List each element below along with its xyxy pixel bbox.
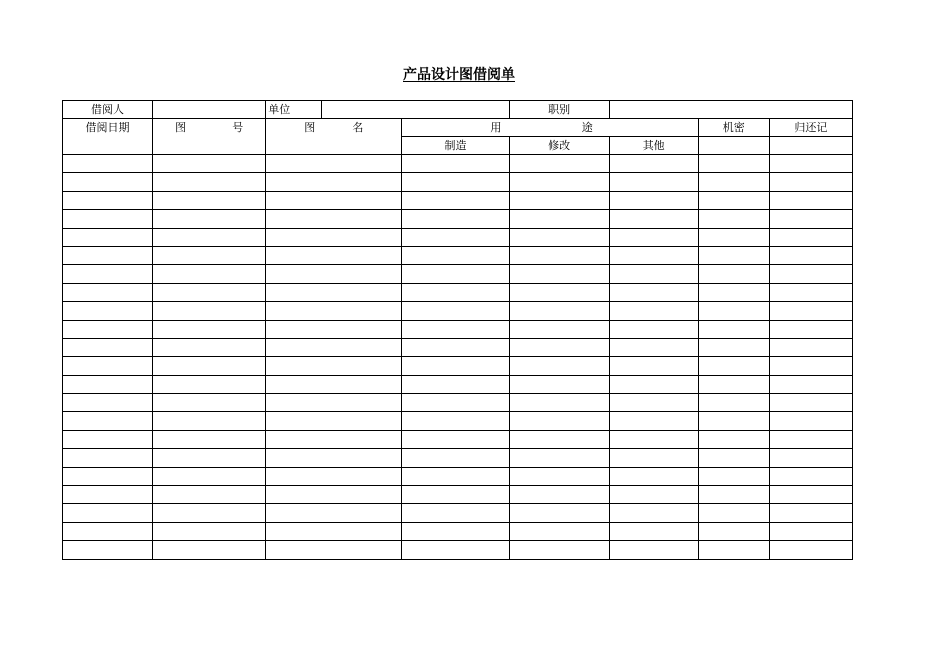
cell-date[interactable] — [63, 265, 153, 283]
cell-drawing-number[interactable] — [153, 375, 266, 393]
cell-modify[interactable] — [509, 210, 609, 228]
table-row — [63, 541, 853, 559]
cell-manufacture[interactable] — [402, 394, 509, 412]
cell-return[interactable] — [769, 541, 852, 559]
cell-drawing-name[interactable] — [266, 394, 402, 412]
cell-confidential[interactable] — [698, 265, 769, 283]
cell-drawing-name[interactable] — [266, 302, 402, 320]
cell-other[interactable] — [609, 357, 698, 375]
header-return-record: 归还记 — [769, 119, 852, 137]
cell-confidential[interactable] — [698, 210, 769, 228]
cell-manufacture[interactable] — [402, 210, 509, 228]
cell-modify[interactable] — [509, 265, 609, 283]
cell-return[interactable] — [769, 246, 852, 264]
cell-other[interactable] — [609, 449, 698, 467]
header-drawing-name — [266, 119, 402, 155]
cell-drawing-number[interactable] — [153, 486, 266, 504]
cell-modify[interactable] — [509, 357, 609, 375]
cell-return[interactable] — [769, 394, 852, 412]
cell-drawing-name[interactable] — [266, 467, 402, 485]
cell-manufacture[interactable] — [402, 541, 509, 559]
header-confidential-blank — [698, 137, 769, 155]
position-label: 职别 — [509, 101, 609, 119]
cell-date[interactable] — [63, 412, 153, 430]
position-field[interactable] — [609, 101, 852, 119]
cell-drawing-number[interactable] — [153, 283, 266, 301]
cell-return[interactable] — [769, 265, 852, 283]
cell-modify[interactable] — [509, 302, 609, 320]
cell-confidential[interactable] — [698, 191, 769, 209]
cell-confidential[interactable] — [698, 155, 769, 173]
cell-modify[interactable] — [509, 155, 609, 173]
cell-drawing-name[interactable] — [266, 320, 402, 338]
cell-confidential[interactable] — [698, 449, 769, 467]
data-rows — [63, 155, 853, 560]
cell-return[interactable] — [769, 228, 852, 246]
table-row — [63, 467, 853, 485]
cell-drawing-number[interactable] — [153, 302, 266, 320]
cell-drawing-number[interactable] — [153, 265, 266, 283]
cell-drawing-number[interactable] — [153, 210, 266, 228]
cell-manufacture[interactable] — [402, 486, 509, 504]
cell-modify[interactable] — [509, 394, 609, 412]
header-use-a: 用 — [490, 121, 502, 134]
header-drawing-name-b: 名 — [352, 121, 364, 134]
cell-drawing-name[interactable] — [266, 283, 402, 301]
cell-confidential[interactable] — [698, 486, 769, 504]
header-confidential: 机密 — [698, 119, 769, 137]
table-row — [63, 449, 853, 467]
cell-modify[interactable] — [509, 504, 609, 522]
header-drawing-name-a: 图 — [304, 121, 316, 134]
cell-modify[interactable] — [509, 173, 609, 191]
cell-drawing-number[interactable] — [153, 191, 266, 209]
cell-date[interactable] — [63, 449, 153, 467]
cell-date[interactable] — [63, 191, 153, 209]
cell-other[interactable] — [609, 541, 698, 559]
borrower-field[interactable] — [153, 101, 266, 119]
cell-drawing-number[interactable] — [153, 394, 266, 412]
cell-modify[interactable] — [509, 338, 609, 356]
cell-modify[interactable] — [509, 449, 609, 467]
cell-drawing-name[interactable] — [266, 430, 402, 448]
cell-confidential[interactable] — [698, 246, 769, 264]
cell-drawing-number[interactable] — [153, 357, 266, 375]
cell-date[interactable] — [63, 228, 153, 246]
cell-drawing-name[interactable] — [266, 210, 402, 228]
cell-other[interactable] — [609, 210, 698, 228]
cell-drawing-name[interactable] — [266, 246, 402, 264]
cell-date[interactable] — [63, 173, 153, 191]
cell-confidential[interactable] — [698, 357, 769, 375]
cell-manufacture[interactable] — [402, 302, 509, 320]
cell-manufacture[interactable] — [402, 191, 509, 209]
cell-date[interactable] — [63, 246, 153, 264]
cell-date[interactable] — [63, 320, 153, 338]
cell-other[interactable] — [609, 504, 698, 522]
cell-drawing-number[interactable] — [153, 173, 266, 191]
cell-confidential[interactable] — [698, 338, 769, 356]
cell-drawing-name[interactable] — [266, 522, 402, 540]
cell-return[interactable] — [769, 173, 852, 191]
cell-modify[interactable] — [509, 228, 609, 246]
cell-drawing-number[interactable] — [153, 412, 266, 430]
cell-other[interactable] — [609, 486, 698, 504]
cell-drawing-number[interactable] — [153, 338, 266, 356]
cell-drawing-name[interactable] — [266, 412, 402, 430]
cell-return[interactable] — [769, 486, 852, 504]
cell-date[interactable] — [63, 357, 153, 375]
table-row — [63, 155, 853, 173]
cell-modify[interactable] — [509, 246, 609, 264]
form-title-text: 产品设计图借阅单 — [403, 67, 515, 83]
cell-drawing-number[interactable] — [153, 467, 266, 485]
cell-drawing-number[interactable] — [153, 522, 266, 540]
cell-date[interactable] — [63, 504, 153, 522]
cell-manufacture[interactable] — [402, 412, 509, 430]
table-row — [63, 246, 853, 264]
cell-date[interactable] — [63, 522, 153, 540]
cell-manufacture[interactable] — [402, 338, 509, 356]
cell-other[interactable] — [609, 302, 698, 320]
cell-confidential[interactable] — [698, 375, 769, 393]
cell-manufacture[interactable] — [402, 155, 509, 173]
cell-confidential[interactable] — [698, 173, 769, 191]
cell-return[interactable] — [769, 320, 852, 338]
cell-drawing-number[interactable] — [153, 430, 266, 448]
cell-modify[interactable] — [509, 320, 609, 338]
cell-confidential[interactable] — [698, 412, 769, 430]
borrow-form-table — [62, 100, 853, 560]
table-row — [63, 173, 853, 191]
header-modify: 修改 — [509, 137, 609, 155]
cell-modify[interactable] — [509, 191, 609, 209]
header-other: 其他 — [609, 137, 698, 155]
cell-manufacture[interactable] — [402, 449, 509, 467]
borrower-info-row — [63, 101, 853, 119]
cell-drawing-number[interactable] — [153, 541, 266, 559]
unit-label: 单位 — [266, 101, 322, 119]
table-row — [63, 228, 853, 246]
cell-return[interactable] — [769, 302, 852, 320]
cell-drawing-number[interactable] — [153, 228, 266, 246]
cell-return[interactable] — [769, 338, 852, 356]
cell-other[interactable] — [609, 338, 698, 356]
cell-date[interactable] — [63, 486, 153, 504]
table-row — [63, 412, 853, 430]
table-row — [63, 283, 853, 301]
cell-return[interactable] — [769, 412, 852, 430]
cell-other[interactable] — [609, 173, 698, 191]
cell-modify[interactable] — [509, 430, 609, 448]
table-row — [63, 210, 853, 228]
table-row — [63, 265, 853, 283]
cell-drawing-number[interactable] — [153, 320, 266, 338]
cell-drawing-name[interactable] — [266, 173, 402, 191]
cell-drawing-name[interactable] — [266, 155, 402, 173]
cell-drawing-number[interactable] — [153, 449, 266, 467]
table-row — [63, 522, 853, 540]
cell-other[interactable] — [609, 394, 698, 412]
cell-drawing-number[interactable] — [153, 246, 266, 264]
table-row — [63, 357, 853, 375]
cell-modify[interactable] — [509, 412, 609, 430]
cell-confidential[interactable] — [698, 522, 769, 540]
header-drawing-number — [153, 119, 266, 155]
cell-date[interactable] — [63, 375, 153, 393]
cell-drawing-name[interactable] — [266, 357, 402, 375]
form-title — [0, 64, 918, 84]
header-manufacture: 制造 — [402, 137, 509, 155]
cell-modify[interactable] — [509, 375, 609, 393]
cell-drawing-name[interactable] — [266, 375, 402, 393]
table-row — [63, 486, 853, 504]
cell-other[interactable] — [609, 155, 698, 173]
cell-manufacture[interactable] — [402, 228, 509, 246]
cell-date[interactable] — [63, 210, 153, 228]
cell-manufacture[interactable] — [402, 173, 509, 191]
header-use-b: 途 — [581, 121, 593, 134]
table-row — [63, 302, 853, 320]
cell-drawing-number[interactable] — [153, 504, 266, 522]
cell-return[interactable] — [769, 357, 852, 375]
header-return-blank — [769, 137, 852, 155]
cell-manufacture[interactable] — [402, 467, 509, 485]
cell-return[interactable] — [769, 522, 852, 540]
cell-drawing-name[interactable] — [266, 228, 402, 246]
cell-return[interactable] — [769, 375, 852, 393]
header-row — [63, 119, 853, 137]
cell-modify[interactable] — [509, 467, 609, 485]
cell-modify[interactable] — [509, 522, 609, 540]
cell-return[interactable] — [769, 155, 852, 173]
cell-drawing-name[interactable] — [266, 265, 402, 283]
header-drawing-number-a: 图 — [175, 121, 187, 134]
cell-modify[interactable] — [509, 486, 609, 504]
cell-return[interactable] — [769, 191, 852, 209]
cell-date[interactable] — [63, 155, 153, 173]
cell-confidential[interactable] — [698, 504, 769, 522]
cell-other[interactable] — [609, 375, 698, 393]
cell-confidential[interactable] — [698, 283, 769, 301]
cell-date[interactable] — [63, 430, 153, 448]
cell-drawing-name[interactable] — [266, 449, 402, 467]
cell-return[interactable] — [769, 504, 852, 522]
cell-manufacture[interactable] — [402, 430, 509, 448]
cell-drawing-name[interactable] — [266, 191, 402, 209]
cell-other[interactable] — [609, 430, 698, 448]
header-use — [402, 119, 698, 137]
cell-other[interactable] — [609, 228, 698, 246]
header-drawing-number-b: 号 — [232, 121, 244, 134]
table-row — [63, 394, 853, 412]
cell-confidential[interactable] — [698, 430, 769, 448]
cell-return[interactable] — [769, 449, 852, 467]
cell-manufacture[interactable] — [402, 265, 509, 283]
cell-drawing-name[interactable] — [266, 338, 402, 356]
cell-modify[interactable] — [509, 541, 609, 559]
cell-date[interactable] — [63, 467, 153, 485]
cell-date[interactable] — [63, 283, 153, 301]
table-row — [63, 430, 853, 448]
cell-return[interactable] — [769, 430, 852, 448]
cell-drawing-name[interactable] — [266, 504, 402, 522]
cell-other[interactable] — [609, 246, 698, 264]
cell-manufacture[interactable] — [402, 283, 509, 301]
cell-drawing-name[interactable] — [266, 486, 402, 504]
cell-confidential[interactable] — [698, 467, 769, 485]
cell-confidential[interactable] — [698, 394, 769, 412]
cell-manufacture[interactable] — [402, 357, 509, 375]
cell-manufacture[interactable] — [402, 320, 509, 338]
cell-other[interactable] — [609, 191, 698, 209]
cell-manufacture[interactable] — [402, 504, 509, 522]
cell-drawing-number[interactable] — [153, 155, 266, 173]
table-row — [63, 320, 853, 338]
cell-other[interactable] — [609, 320, 698, 338]
cell-other[interactable] — [609, 265, 698, 283]
cell-return[interactable] — [769, 467, 852, 485]
cell-other[interactable] — [609, 467, 698, 485]
header-borrow-date: 借阅日期 — [63, 119, 153, 155]
cell-manufacture[interactable] — [402, 246, 509, 264]
cell-drawing-name[interactable] — [266, 541, 402, 559]
cell-modify[interactable] — [509, 283, 609, 301]
cell-date[interactable] — [63, 541, 153, 559]
cell-confidential[interactable] — [698, 228, 769, 246]
table-row — [63, 375, 853, 393]
unit-field[interactable] — [322, 101, 509, 119]
cell-manufacture[interactable] — [402, 522, 509, 540]
cell-confidential[interactable] — [698, 302, 769, 320]
cell-other[interactable] — [609, 522, 698, 540]
cell-other[interactable] — [609, 283, 698, 301]
table-row — [63, 504, 853, 522]
cell-date[interactable] — [63, 394, 153, 412]
borrower-label: 借阅人 — [63, 101, 153, 119]
cell-return[interactable] — [769, 210, 852, 228]
cell-other[interactable] — [609, 412, 698, 430]
table-row — [63, 338, 853, 356]
cell-date[interactable] — [63, 338, 153, 356]
cell-confidential[interactable] — [698, 320, 769, 338]
cell-return[interactable] — [769, 283, 852, 301]
table-row — [63, 191, 853, 209]
cell-confidential[interactable] — [698, 541, 769, 559]
cell-manufacture[interactable] — [402, 375, 509, 393]
cell-date[interactable] — [63, 302, 153, 320]
